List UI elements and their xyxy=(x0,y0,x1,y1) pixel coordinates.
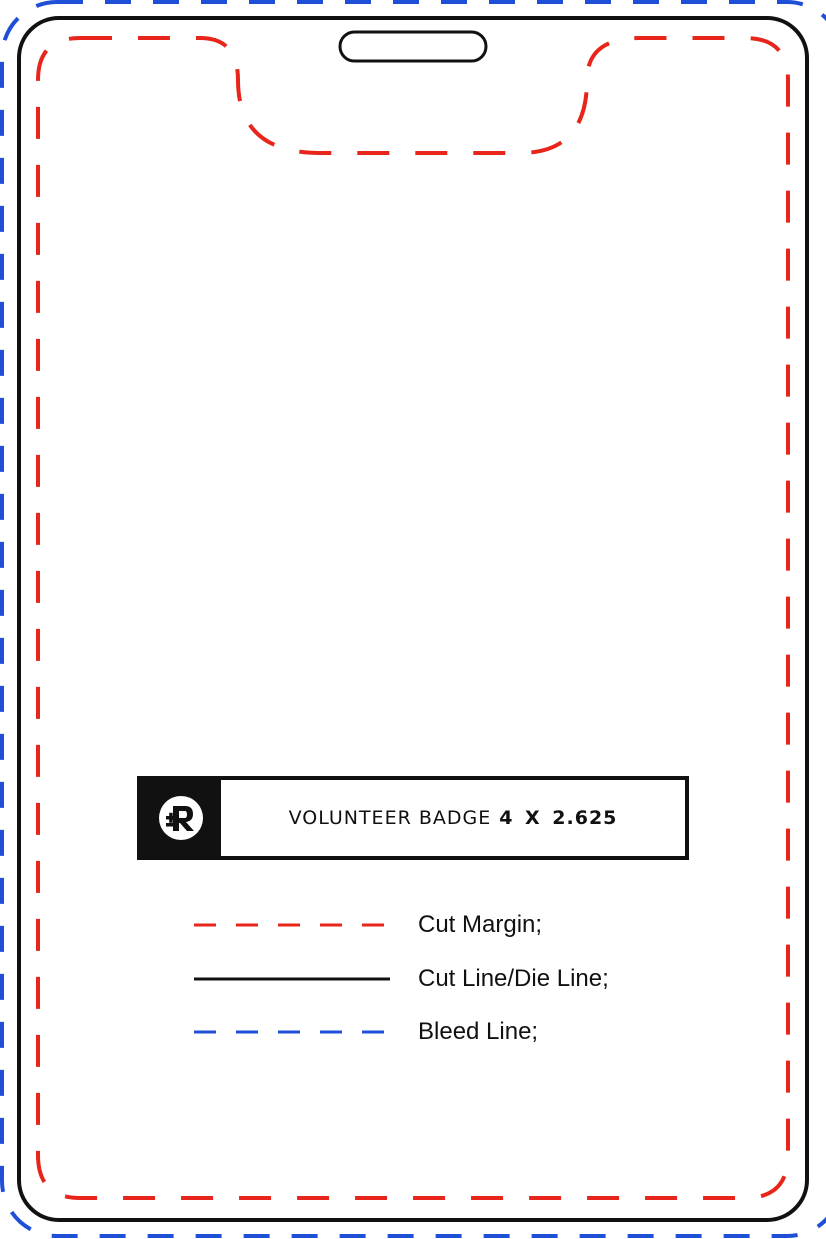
badge-label-text xyxy=(221,780,685,856)
bleed-line xyxy=(2,2,826,1236)
legend-label-cut-line: Cut Line/Die Line; xyxy=(418,965,609,992)
badge-size-label xyxy=(137,776,689,860)
bleed-line-swatch xyxy=(192,1029,392,1035)
logo-block xyxy=(141,780,221,856)
legend-label-cut-margin: Cut Margin; xyxy=(418,911,543,938)
badge-dimensions: 4 X 2.625 xyxy=(499,807,618,829)
legend-label-bleed-line: Bleed Line; xyxy=(418,1018,539,1045)
badge-title: VOLUNTEER BADGE xyxy=(288,807,492,829)
legend-item-cut-margin xyxy=(192,910,672,940)
r-brand-logo-icon xyxy=(157,794,205,842)
slot-hole xyxy=(340,32,486,61)
cut-line-swatch xyxy=(192,976,392,982)
legend-item-cut-line xyxy=(192,964,672,994)
cut-margin-swatch xyxy=(192,922,392,928)
legend-item-bleed-line xyxy=(192,1017,672,1047)
